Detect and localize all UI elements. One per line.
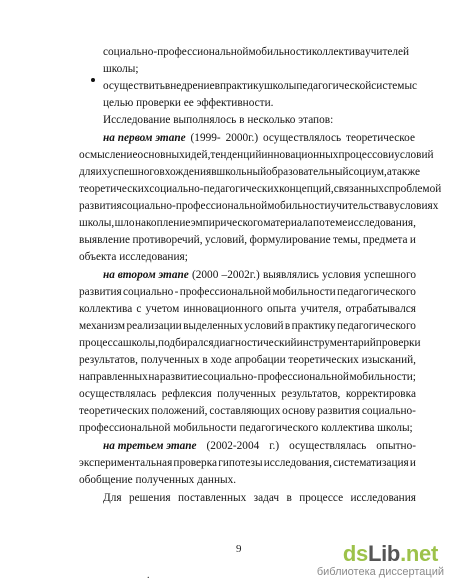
text-line: экспериментальная проверка гипотезы исследования, систематизация и — [79, 457, 416, 469]
watermark-logo-part3: .net — [400, 541, 438, 566]
text-line: Для решения поставленных задач в процессе исследования — [103, 492, 416, 504]
bottom-mark: . — [147, 570, 150, 581]
text-line: результатов, полученных в ходе апробации теоретических изысканий, — [79, 354, 416, 366]
text-line: на третьем этапе (2002-2004 г.) осуществлялась опытно- — [103, 440, 416, 452]
stage-lead: на втором этапе — [103, 269, 189, 281]
watermark — [316, 541, 450, 582]
text-line: целью проверки ее эффективности. — [103, 97, 274, 109]
text-line: коллектива с учетом инновационного опыта учителя, отрабатывался — [79, 303, 416, 315]
text-line: на первом этапе (1999- 2000г.) осуществлялось теоретическое — [103, 132, 415, 144]
page-number: 9 — [236, 543, 242, 555]
text-line: Исследование выполнялось в несколько этапов: — [103, 114, 334, 126]
text-line: школы, шло накопление эмпирического материала по теме исследования, — [79, 217, 416, 229]
text-line: профессиональной мобильности педагогического коллектива школы; — [79, 422, 413, 434]
text-line: осмысление основных идей, тенденций инновационных процессов и условий — [79, 149, 434, 161]
text-line: осуществлялась рефлексия полученных результатов, корректировка — [79, 388, 416, 400]
stage-lead: на первом этапе — [103, 132, 186, 144]
text-line: развития социально- профессиональной мобильности учительства в условиях — [79, 200, 439, 212]
watermark-logo — [343, 541, 438, 567]
text-line: процесса школы, подбирался диагностический инструментарий проверки — [79, 337, 421, 349]
bullet-icon — [91, 78, 95, 82]
text-line: теоретических положений, составляющих основу развития социально- — [79, 405, 416, 417]
watermark-logo-part1: ds — [342, 541, 368, 566]
text-line: обобщение полученных данных. — [79, 474, 237, 486]
text-line: школы; — [103, 63, 139, 75]
text-line: для их успешного вхождения в школьный образовательный социум, а также — [79, 166, 421, 178]
watermark-logo-part2: Lib — [367, 541, 401, 566]
text-line: социально-профессиональной мобильности коллектива учителей — [103, 46, 410, 58]
text-line: направленных на развитие социально- профессиональной мобильности; — [79, 371, 416, 383]
text-line: теоретических социально-педагогических концепций, связанных с проблемой — [79, 183, 442, 195]
text-line: выявление противоречий, условий, формулирование темы, предмета и — [79, 234, 416, 246]
watermark-subtitle: библиотека диссертаций — [316, 566, 444, 578]
text-line: механизм реализации выделенных условий в практику педагогического — [79, 320, 416, 332]
text-line: развития социально - профессиональной мобильности педагогического — [79, 286, 416, 298]
text-line: объекта исследования; — [79, 251, 188, 263]
text-line: осуществить внедрение в практику школы педагогической системы с — [103, 80, 418, 92]
text-line: на втором этапе (2000 –2002г.) выявлялись условия успешного — [103, 269, 416, 281]
stage-lead: на третьем этапе — [103, 440, 197, 452]
